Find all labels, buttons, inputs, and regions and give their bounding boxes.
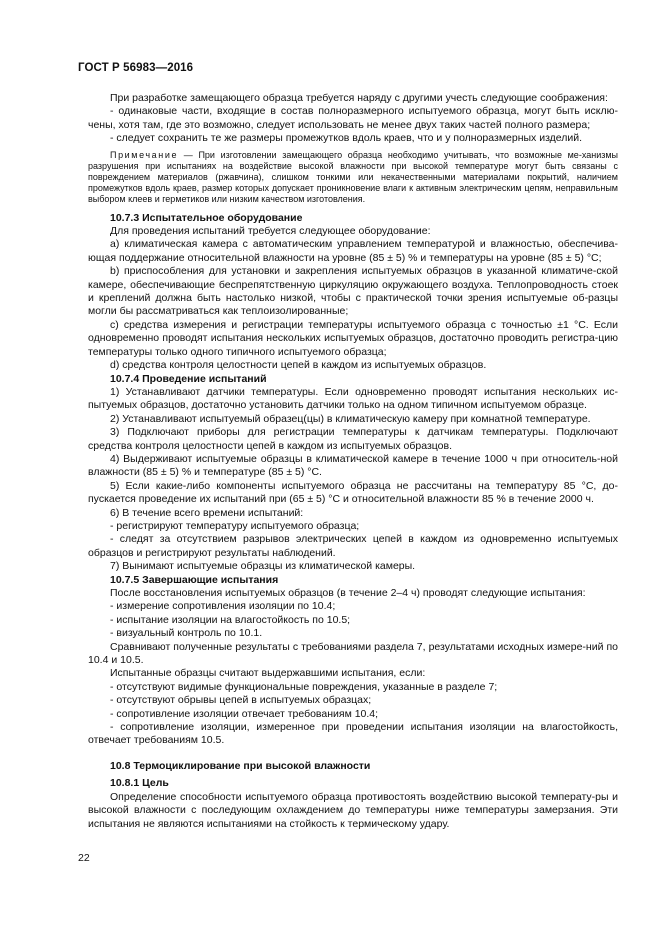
pass-criteria-item: - отсутствуют видимые функциональные повреждения, указанные в разделе 7; xyxy=(110,680,498,693)
compare-paragraph: Сравнивают полученные результаты с требованиями раздела 7, результатами исходных измере-ний по 10.4 и 10.5. xyxy=(88,640,618,667)
procedure-step: 5) Если какие-либо компоненты испытуемого образца не рассчитаны на температуру 85 °C, до-пускается проведение их испытаний при (65 ± 5) °C и относительной влажности 85 % в течение 2000 ч. xyxy=(88,479,618,506)
document-body xyxy=(88,92,618,831)
section-heading-10-7-5: 10.7.5 Завершающие испытания xyxy=(110,573,279,586)
procedure-step: - следят за отсутствием разрывов электрических цепей в каждом из одновременно испытуемых образцов и регистрируют результаты наблюдений. xyxy=(88,533,618,559)
procedure-step: 3) Подключают приборы для регистрации температуры к датчикам температуры. Подключают средства контроля целостности цепей в каждом из испытуемых образцов. xyxy=(88,426,618,452)
purpose-paragraph: Определение способности испытуемого образца противостоять воздействию высокой температу-ры и высокой влажности с последующим охлаждением до температуры ниже температуры замерзания. Эти испытания не являются испытаниями на стойкость к термическому удару. xyxy=(88,790,618,830)
section-heading-10-7-4: 10.7.4 Проведение испытаний xyxy=(110,372,267,385)
final-test-item: - визуальный контроль по 10.1. xyxy=(110,627,263,640)
procedure-step: 6) В течение всего времени испытаний: xyxy=(110,506,304,519)
pass-criteria-item: - сопротивление изоляции, измеренное при проведении испытания изоляции на влагостойкость, отвечает требованиям 10.5. xyxy=(88,721,618,747)
equipment-item: b) приспособления для установки и закрепления испытуемых образцов в указанной климатиче-ской камере, обеспечивающие беспрепятственную циркуляцию окружающего воздуха. Теплопроводность стоек и креплений должна быть настолько низкой, чтобы с практической точки зрения испытуемые об-разцы могли бы рассматриваться как теплоизолированные; xyxy=(88,265,618,318)
pass-criteria-item: - отсутствуют обрывы цепей в испытуемых образцах; xyxy=(110,694,372,707)
final-test-item: - измерение сопротивления изоляции по 10.4; xyxy=(110,600,336,613)
procedure-step: 1) Устанавливают датчики температуры. Если одновременно проводят испытания нескольких ис-пытуемых образцов, достаточно установить датчики только на одном типичном испытуемом образце. xyxy=(88,385,618,412)
page-number: 22 xyxy=(78,852,90,864)
procedure-step: 2) Устанавливают испытуемый образец(цы) в климатическую камеру при комнатной температуре. xyxy=(110,412,591,425)
procedure-step: 4) Выдерживают испытуемые образцы в климатической камере в течение 1000 ч при относитель-ной влажности (85 ± 5) % и температуре (85 ± 5) °C. xyxy=(88,452,618,479)
intro-lead: При разработке замещающего образца требуется наряду с другими учесть следующие соображения: xyxy=(110,92,608,104)
equipment-lead: Для проведения испытаний требуется следующее оборудование: xyxy=(110,225,431,238)
note-label: Примечание xyxy=(110,149,179,160)
procedure-step: 7) Вынимают испытуемые образцы из климатической камеры. xyxy=(110,560,416,573)
section-heading-10-8-1: 10.8.1 Цель xyxy=(110,777,169,790)
note-text: — При изготовлении замещающего образца необходимо учитывать, что возможные ме-ханизмы разрушения при испытаниях на воздействие высокой влажности при высокой температуре могут быть связаны с повреждением материалов (ржавчина), слишком тонкими или некачественными материалами покрытий, наличием промежутков вдоль краев, размер которых допускает проникновение влаги к активным электрическим цепям, неправильным выбором клеев и герметиков или низким качеством изготовления. xyxy=(88,149,618,205)
final-tests-lead: После восстановления испытуемых образцов (в течение 2–4 ч) проводят следующие испытания: xyxy=(110,587,586,600)
section-heading-10-8: 10.8 Термоциклирование при высокой влажности xyxy=(110,759,371,772)
pass-criteria-item: - сопротивление изоляции отвечает требованиям 10.4; xyxy=(110,707,379,720)
intro-item: - одинаковые части, входящие в состав полноразмерного испытуемого образца, могут быть исклю-чены, хотя там, где это возможно, следует использовать не менее двух таких частей полного размера; xyxy=(88,105,618,131)
note-paragraph xyxy=(88,150,618,206)
procedure-step: - регистрируют температуру испытуемого образца; xyxy=(110,519,360,532)
pass-criteria-lead: Испытанные образцы считают выдержавшими испытания, если: xyxy=(110,667,426,680)
document-header: ГОСТ Р 56983—2016 xyxy=(78,62,194,74)
equipment-item: d) средства контроля целостности цепей в каждом из испытуемых образцов. xyxy=(110,359,487,372)
section-heading-10-7-3: 10.7.3 Испытательное оборудование xyxy=(110,211,303,224)
intro-item: - следует сохранить те же размеры промежутков вдоль краев, что и у полноразмерных изделий. xyxy=(110,132,583,145)
final-test-item: - испытание изоляции на влагостойкость по 10.5; xyxy=(110,613,351,626)
equipment-item: a) климатическая камера с автоматическим управлением температурой и влажностью, обеспечива-ющая поддержание относительной влажности на уровне (85 ± 5) % и температуры на уровне (85 ± 5) °C; xyxy=(88,238,618,264)
equipment-item: c) средства измерения и регистрации температуры испытуемого образца с точностью ±1 °C. Если одновременно проводят испытания нескольких испытуемых образцов, достаточно проводить регистра-цию температуры только одного типичного испытуемого образца; xyxy=(88,318,618,358)
